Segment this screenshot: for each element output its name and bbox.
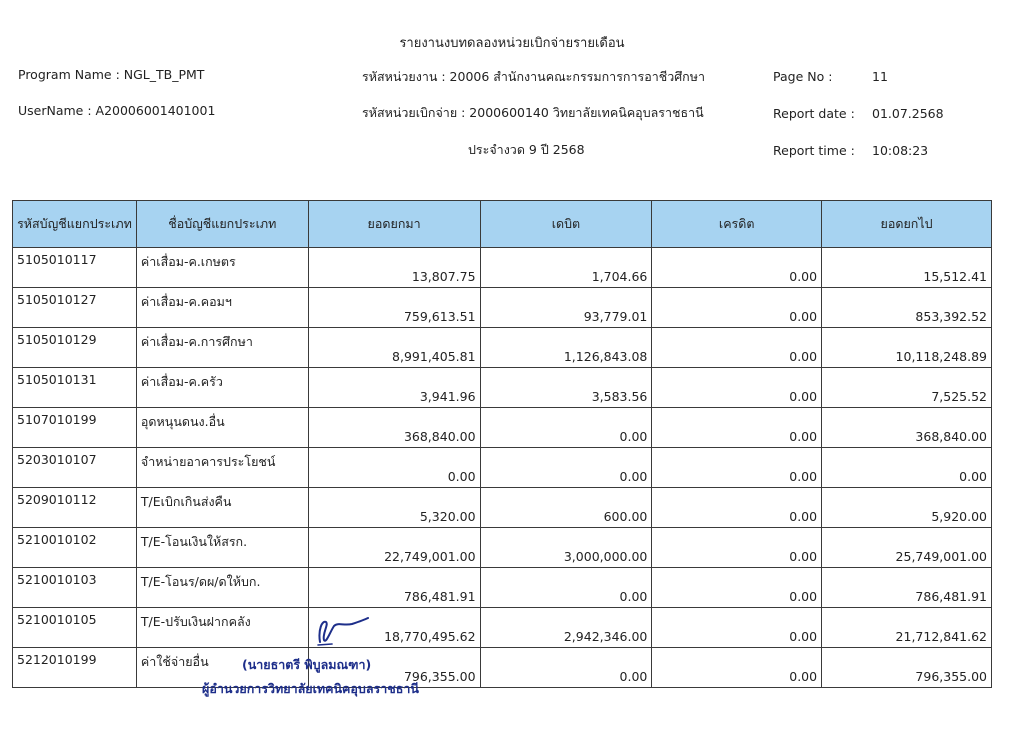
credit-amount: 0.00 <box>652 248 822 288</box>
table-row <box>13 568 992 608</box>
account-code: 5105010117 <box>13 248 137 288</box>
report-date-label: Report date : <box>773 106 855 121</box>
carried-forward-amount: 368,840.00 <box>822 408 992 448</box>
brought-forward-amount: 13,807.75 <box>308 248 480 288</box>
debit-amount: 0.00 <box>480 568 652 608</box>
brought-forward-amount: 796,355.00 <box>308 648 480 688</box>
table-row <box>13 528 992 568</box>
carried-forward-amount: 853,392.52 <box>822 288 992 328</box>
carried-forward-amount: 25,749,001.00 <box>822 528 992 568</box>
page-no-label: Page No : <box>773 69 833 84</box>
account-code: 5210010105 <box>13 608 137 648</box>
account-code: 5210010103 <box>13 568 137 608</box>
brought-forward-amount: 368,840.00 <box>308 408 480 448</box>
brought-forward-amount: 22,749,001.00 <box>308 528 480 568</box>
table-row <box>13 608 992 648</box>
debit-amount: 600.00 <box>480 488 652 528</box>
credit-amount: 0.00 <box>652 568 822 608</box>
credit-amount: 0.00 <box>652 328 822 368</box>
brought-forward-amount: 0.00 <box>308 448 480 488</box>
user-name: UserName : A20006001401001 <box>18 103 216 118</box>
carried-forward-amount: 21,712,841.62 <box>822 608 992 648</box>
carried-forward-amount: 7,525.52 <box>822 368 992 408</box>
report-period: ประจำงวด 9 ปี 2568 <box>468 142 585 157</box>
debit-amount: 0.00 <box>480 448 652 488</box>
debit-amount: 0.00 <box>480 408 652 448</box>
column-header-carried-forward: ยอดยกไป <box>822 201 992 248</box>
carried-forward-amount: 796,355.00 <box>822 648 992 688</box>
debit-amount: 2,942,346.00 <box>480 608 652 648</box>
brought-forward-amount: 5,320.00 <box>308 488 480 528</box>
debit-amount: 1,126,843.08 <box>480 328 652 368</box>
agency-code: รหัสหน่วยงาน : 20006 สำนักงานคณะกรรมการการอาชีวศึกษา <box>362 69 706 84</box>
debit-amount: 93,779.01 <box>480 288 652 328</box>
signatory-position: ผู้อำนวยการวิทยาลัยเทคนิคอุบลราชธานี <box>202 681 419 696</box>
report-title: รายงานงบทดลองหน่วยเบิกจ่ายรายเดือน <box>399 36 625 51</box>
report-time-label: Report time : <box>773 143 855 158</box>
table-row <box>13 408 992 448</box>
disbursing-unit: รหัสหน่วยเบิกจ่าย : 2000600140 วิทยาลัยเทคนิคอุบลราชธานี <box>362 105 704 120</box>
carried-forward-amount: 0.00 <box>822 448 992 488</box>
table-header-row <box>13 201 992 248</box>
credit-amount: 0.00 <box>652 608 822 648</box>
report-date-value: 01.07.2568 <box>872 106 944 121</box>
credit-amount: 0.00 <box>652 528 822 568</box>
column-header-credit: เครดิต <box>652 201 822 248</box>
account-name: T/Eเบิกเกินส่งคืน <box>136 488 308 528</box>
carried-forward-amount: 10,118,248.89 <box>822 328 992 368</box>
brought-forward-amount: 759,613.51 <box>308 288 480 328</box>
account-name: ค่าเสื่อม-ค.การศึกษา <box>136 328 308 368</box>
account-name: T/E-โอนเงินให้สรก. <box>136 528 308 568</box>
debit-amount: 0.00 <box>480 648 652 688</box>
handwritten-signature <box>314 612 370 648</box>
account-name: ค่าเสื่อม-ค.เกษตร <box>136 248 308 288</box>
account-code: 5105010131 <box>13 368 137 408</box>
credit-amount: 0.00 <box>652 648 822 688</box>
credit-amount: 0.00 <box>652 408 822 448</box>
credit-amount: 0.00 <box>652 288 822 328</box>
table-row <box>13 248 992 288</box>
table-row <box>13 368 992 408</box>
signatory-name: (นายธาตรี พิบูลมณฑา) <box>242 657 372 672</box>
column-header-brought-forward: ยอดยกมา <box>308 201 480 248</box>
account-name: T/E-โอนร/ดผ/ดให้บก. <box>136 568 308 608</box>
credit-amount: 0.00 <box>652 368 822 408</box>
debit-amount: 3,583.56 <box>480 368 652 408</box>
account-code: 5209010112 <box>13 488 137 528</box>
program-name: Program Name : NGL_TB_PMT <box>18 67 205 82</box>
debit-amount: 1,704.66 <box>480 248 652 288</box>
brought-forward-amount: 3,941.96 <box>308 368 480 408</box>
brought-forward-amount: 786,481.91 <box>308 568 480 608</box>
account-name: ค่าเสื่อม-ค.ครัว <box>136 368 308 408</box>
account-name: T/E-ปรับเงินฝากคลัง <box>136 608 308 648</box>
column-header-account-name: ชื่อบัญชีแยกประเภท <box>136 201 308 248</box>
account-name: จำหน่ายอาคารประโยชน์ <box>136 448 308 488</box>
brought-forward-amount: 8,991,405.81 <box>308 328 480 368</box>
account-code: 5210010102 <box>13 528 137 568</box>
account-code: 5105010127 <box>13 288 137 328</box>
credit-amount: 0.00 <box>652 448 822 488</box>
table-row <box>13 648 992 688</box>
account-code: 5107010199 <box>13 408 137 448</box>
account-name: อุดหนุนดนง.อื่น <box>136 408 308 448</box>
trial-balance-table <box>12 200 992 688</box>
account-code: 5203010107 <box>13 448 137 488</box>
account-name: ค่าใช้จ่ายอื่น <box>136 648 308 688</box>
brought-forward-amount: 18,770,495.62 <box>308 608 480 648</box>
column-header-account-code: รหัสบัญชีแยกประเภท <box>13 201 137 248</box>
carried-forward-amount: 15,512.41 <box>822 248 992 288</box>
table-row <box>13 448 992 488</box>
table-row <box>13 328 992 368</box>
account-code: 5212010199 <box>13 648 137 688</box>
table-row <box>13 288 992 328</box>
debit-amount: 3,000,000.00 <box>480 528 652 568</box>
page-no-value: 11 <box>872 69 888 84</box>
account-name: ค่าเสื่อม-ค.คอมฯ <box>136 288 308 328</box>
table-row <box>13 488 992 528</box>
column-header-debit: เดบิต <box>480 201 652 248</box>
account-code: 5105010129 <box>13 328 137 368</box>
credit-amount: 0.00 <box>652 488 822 528</box>
carried-forward-amount: 5,920.00 <box>822 488 992 528</box>
carried-forward-amount: 786,481.91 <box>822 568 992 608</box>
report-time-value: 10:08:23 <box>872 143 929 158</box>
